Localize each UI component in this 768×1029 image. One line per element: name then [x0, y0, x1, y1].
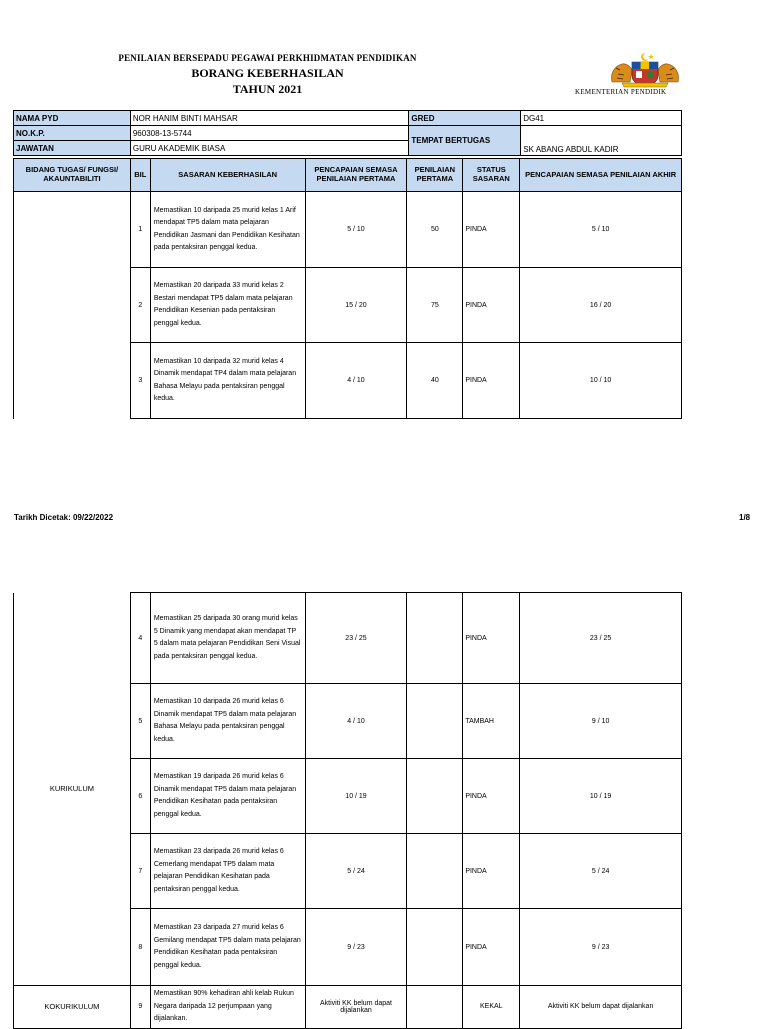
workplace-value: SK ABANG ABDUL KADIR [521, 126, 682, 156]
sasaran-cell: Memastikan 90% kehadiran ahli kelab Rukun Negara daripada 12 perjumpaan yang dijalankan. [150, 986, 305, 1029]
sasaran-cell: Memastikan 19 daripada 26 murid kelas 6 Dinamik mendapat TP5 dalam mata pelajaran Pendidikan Kesihatan pada pentaksiran penggal kedua. [150, 759, 305, 834]
coat-of-arms-logo [608, 52, 682, 88]
pencapaian-akhir-cell: 9 / 10 [520, 684, 682, 759]
pencapaian-akhir-cell: 9 / 23 [520, 909, 682, 986]
status-cell: PINDA [463, 759, 520, 834]
penilaian-pertama-cell [407, 834, 463, 909]
sasaran-cell: Memastikan 23 daripada 26 murid kelas 6 Cemerlang mendapat TP5 dalam mata pelajaran Pendidikan Kesihatan pada pentaksiran penggal kedua. [150, 834, 305, 909]
pencapaian-akhir-cell: 23 / 25 [520, 593, 682, 684]
col-header-pencapaian-akhir: PENCAPAIAN SEMASA PENILAIAN AKHIR [520, 159, 682, 192]
status-cell: KEKAL [463, 986, 520, 1029]
pencapaian-pertama-cell: 4 / 10 [305, 343, 407, 419]
position-label: JAWATAN [14, 141, 131, 156]
penilaian-pertama-cell [407, 759, 463, 834]
position-value: GURU AKADEMIK BIASA [130, 141, 409, 156]
pencapaian-pertama-cell: Aktiviti KK belum dapat dijalankan [305, 986, 407, 1029]
workplace-label: TEMPAT BERTUGAS [409, 126, 521, 156]
penilaian-pertama-cell [407, 909, 463, 986]
pencapaian-akhir-cell: 10 / 10 [520, 343, 682, 419]
penilaian-pertama-cell: 50 [407, 192, 463, 268]
bil-cell: 2 [130, 268, 150, 343]
penilaian-pertama-cell: 40 [407, 343, 463, 419]
grade-value: DG41 [521, 111, 682, 126]
status-cell: PINDA [463, 909, 520, 986]
ic-number-label: NO.K.P. [14, 126, 131, 141]
kurikulum-label: KURIKULUM [49, 784, 95, 794]
pencapaian-pertama-cell: 9 / 23 [305, 909, 407, 986]
kokurikulum-label: KOKURIKULUM [14, 986, 131, 1029]
grade-label: GRED [409, 111, 521, 126]
pencapaian-akhir-cell: 5 / 10 [520, 192, 682, 268]
targets-table-page2 [13, 592, 682, 1029]
status-cell: PINDA [463, 834, 520, 909]
form-title: BORANG KEBERHASILAN [191, 66, 344, 80]
penilaian-pertama-cell: 75 [407, 268, 463, 343]
bil-cell: 3 [130, 343, 150, 419]
table-row [14, 192, 682, 268]
pencapaian-pertama-cell: 15 / 20 [305, 268, 407, 343]
col-header-pencapaian-pertama: PENCAPAIAN SEMASA PENILAIAN PERTAMA [305, 159, 407, 192]
bil-cell: 8 [130, 909, 150, 986]
sasaran-cell: Memastikan 10 daripada 32 murid kelas 4 Dinamik mendapat TP4 dalam mata pelajaran Bahasa Melayu pada pentaksiran penggal kedua. [150, 343, 305, 419]
name-value: NOR HANIM BINTI MAHSAR [130, 111, 409, 126]
status-cell: PINDA [463, 343, 520, 419]
print-date: Tarikh Dicetak: 09/22/2022 [14, 513, 114, 522]
name-label: NAMA PYD [14, 111, 131, 126]
col-header-penilaian-pertama: PENILAIAN PERTAMA [407, 159, 463, 192]
sasaran-cell: Memastikan 20 daripada 33 murid kelas 2 Bestari mendapat TP5 dalam mata pelajaran Pendidikan Kesenian pada pentaksiran penggal kedua. [150, 268, 305, 343]
targets-table-page1 [13, 158, 682, 419]
bil-cell: 1 [130, 192, 150, 268]
col-header-sasaran: SASARAN KEBERHASILAN [150, 159, 305, 192]
form-year: TAHUN 2021 [232, 82, 303, 96]
page-number: 1/8 [739, 513, 751, 522]
pencapaian-akhir-cell: 16 / 20 [520, 268, 682, 343]
col-header-bidang: BIDANG TUGAS/ FUNGSI/ AKAUNTABILITI [14, 159, 131, 192]
status-cell: TAMBAH [463, 684, 520, 759]
pencapaian-pertama-cell: 23 / 25 [305, 593, 407, 684]
pencapaian-akhir-cell: 10 / 19 [520, 759, 682, 834]
pencapaian-pertama-cell: 5 / 10 [305, 192, 407, 268]
status-cell: PINDA [463, 192, 520, 268]
status-cell: PINDA [463, 593, 520, 684]
pencapaian-pertama-cell: 4 / 10 [305, 684, 407, 759]
bil-cell: 9 [130, 986, 150, 1029]
kurikulum-cell [14, 593, 131, 986]
sasaran-cell: Memastikan 10 daripada 25 murid kelas 1 Arif mendapat TP5 dalam mata pelajaran Pendidikan Jasmani dan Pendidikan Kesihatan pada pentaksiran penggal kedua. [150, 192, 305, 268]
bil-cell: 4 [130, 593, 150, 684]
bil-cell: 6 [130, 759, 150, 834]
pencapaian-pertama-cell: 5 / 24 [305, 834, 407, 909]
pencapaian-akhir-cell: 5 / 24 [520, 834, 682, 909]
bil-cell: 5 [130, 684, 150, 759]
penilaian-pertama-cell [407, 986, 463, 1029]
personal-info-table [13, 110, 682, 156]
ic-number-value: 960308-13-5744 [130, 126, 409, 141]
penilaian-pertama-cell [407, 684, 463, 759]
pencapaian-akhir-cell: Aktiviti KK belum dapat dijalankan [520, 986, 682, 1029]
sasaran-cell: Memastikan 23 daripada 27 murid kelas 6 Gemilang mendapat TP5 dalam mata pelajaran Pendidikan Kesihatan pada pentaksiran penggal kedua. [150, 909, 305, 986]
sasaran-cell: Memastikan 10 daripada 26 murid kelas 6 Dinamik mendapat TP5 dalam mata pelajaran Bahasa Melayu pada pentaksiran penggal kedua. [150, 684, 305, 759]
sasaran-cell: Memastikan 25 daripada 30 orang murid kelas 5 Dinamik yang mendapat akan mendapat TP 5 dalam mata pelajaran Pendidikan Seni Visual pada pentaksiran penggal kedua. [150, 593, 305, 684]
col-header-status: STATUS SASARAN [463, 159, 520, 192]
penilaian-pertama-cell [407, 593, 463, 684]
form-agency-title: PENILAIAN BERSEPADU PEGAWAI PERKHIDMATAN PENDIDIKAN [118, 53, 417, 63]
status-cell: PINDA [463, 268, 520, 343]
pencapaian-pertama-cell: 10 / 19 [305, 759, 407, 834]
col-header-bil: BIL [130, 159, 150, 192]
table-row [14, 986, 682, 1029]
bil-cell: 7 [130, 834, 150, 909]
ministry-label: KEMENTERIAN PENDIDIK [575, 88, 667, 96]
table-row [14, 593, 682, 684]
bidang-cell [14, 192, 131, 419]
